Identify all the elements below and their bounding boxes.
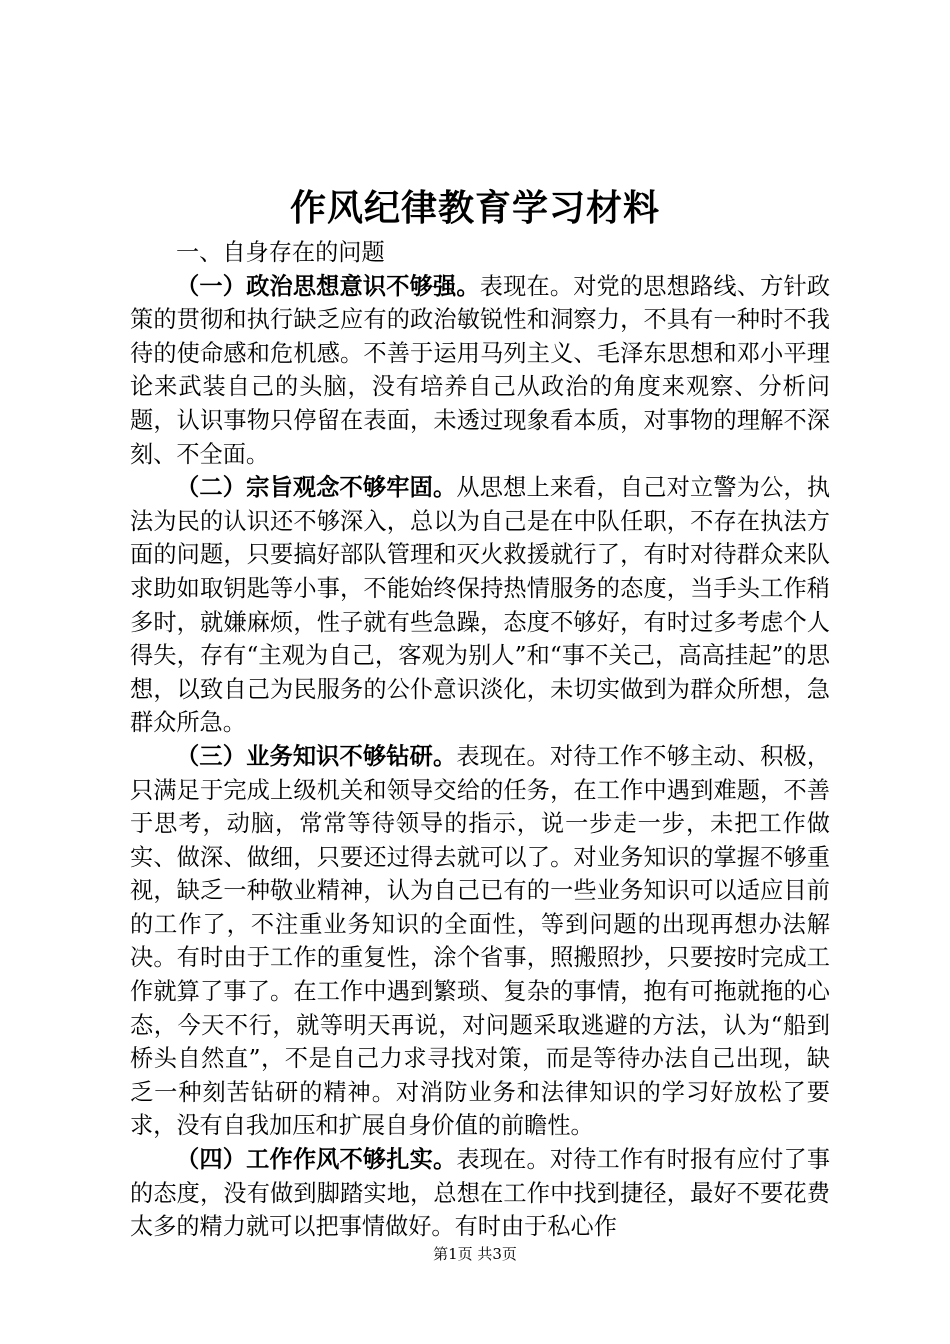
page-footer: 第1页 共3页 xyxy=(433,1245,517,1263)
paragraph-work-style xyxy=(130,1143,830,1244)
paragraph-lead: （四）工作作风不够扎实。 xyxy=(176,1146,457,1174)
paragraph-service-purpose xyxy=(130,471,830,740)
paragraph-political-awareness xyxy=(130,270,830,472)
paragraph-professional-knowledge xyxy=(130,740,830,1143)
paragraph-lead: （三）业务知识不够钻研。 xyxy=(176,742,457,770)
paragraph-text: 表现在。对待工作有时报有应付了事的态度，没有做到脚踏实地，总想在工作中找到捷径，最好不要花费太多的精力就可以把事情做好。有时由于私心作 xyxy=(130,1146,831,1241)
paragraph-lead: （一）政治思想意识不够强。 xyxy=(176,272,480,300)
paragraph-text: 表现在。对党的思想路线、方针政策的贯彻和执行缺乏应有的政治敏锐性和洞察力，不具有一种时不我待的使命感和危机感。不善于运用马列主义、毛泽东思想和邓小平理论来武装自己的头脑，没有培养自己从政治的角度来观察、分析问题，认识事物只停留在表面，未透过现象看本质，对事物的理解不深刻、不全面。 xyxy=(130,272,831,468)
document-body xyxy=(130,236,830,1244)
paragraph-lead: （二）宗旨观念不够牢固。 xyxy=(176,474,457,502)
section-heading: 一、自身存在的问题 xyxy=(176,239,385,266)
document-title: 作风纪律教育学习材料 xyxy=(289,187,660,229)
paragraph-text: 从思想上来看，自己对立警为公，执法为民的认识还不够深入，总以为自己是在中队任职，不存在执法方面的问题，只要搞好部队管理和灭火救援就行了，有时对待群众来队求助如取钥匙等小事，不能始终保持热情服务的态度，当手头工作稍多时，就嫌麻烦，性子就有些急躁，态度不够好，有时过多考虑个人得失，存有“主观为自己，客观为别人”和“事不关己，高高挂起”的思想，以致自己为民服务的公仆意识淡化，未切实做到为群众所想，急群众所急。 xyxy=(130,474,831,737)
paragraph-text: 表现在。对待工作不够主动、积极，只满足于完成上级机关和领导交给的任务，在工作中遇到难题，不善于思考，动脑，常常等待领导的指示，说一步走一步，未把工作做实、做深、做细，只要还过得去就可以了。对业务知识的掌握不够重视，缺乏一种敬业精神，认为自己已有的一些业务知识可以适应目前的工作了，不注重业务知识的全面性，等到问题的出现再想办法解决。有时由于工作的重复性，涂个省事，照搬照抄，只要按时完成工作就算了事了。在工作中遇到繁琐、复杂的事情，抱有可拖就拖的心态，今天不行，就等明天再说，对问题采取逃避的方法，认为“船到桥头自然直”，不是自己力求寻找对策，而是等待办法自己出现，缺乏一种刻苦钻研的精神。对消防业务和法律知识的学习好放松了要求，没有自我加压和扩展自身价值的前瞻性。 xyxy=(130,742,831,1140)
